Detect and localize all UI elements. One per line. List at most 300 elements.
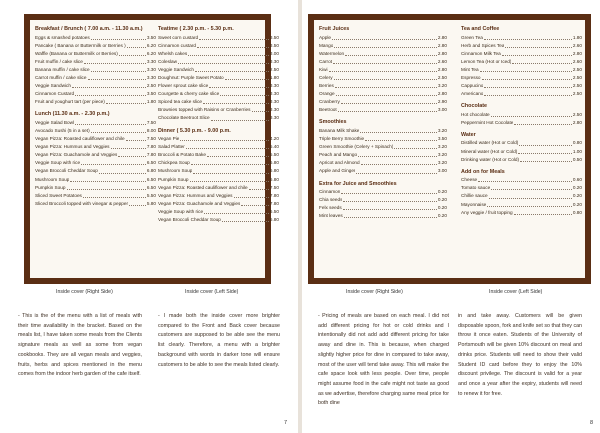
dotted-leader (111, 148, 146, 149)
dotted-leader (129, 205, 146, 206)
menu-item (461, 119, 582, 127)
menu-item-name: Carrot (319, 58, 333, 64)
menu-item (319, 42, 447, 50)
menu-item-name: Sweet corn custard (158, 34, 199, 40)
menu-section-heading: Add on for Meals (461, 168, 505, 175)
dotted-leader (341, 103, 437, 104)
caption-inside-cover-right: Inside cover (Right Side) (56, 289, 113, 295)
menu-item-name: Vegan Pizza: Roasted cauliflower and chile (35, 136, 125, 142)
menu-item-name: Felx seeds (319, 205, 342, 211)
dotted-leader (334, 47, 437, 48)
pricing-paragraph: in and take away. Customers will be given disposable spoon, fork and knife set so that they can throw it once eaten. Students of the University of Portsmouth will be given 10% discount on meal and drinks price. Students will need to show their valid Student ID card before they to enjoy the 10% discount privilege. The discount is valid for a year and once a year after the expiry, students will need to renew it for free. (458, 313, 582, 397)
menu-item-name: Vegan Pizza: Roasted cauliflower and chile (158, 184, 248, 190)
dotted-leader (190, 181, 269, 182)
menu-item (158, 50, 279, 58)
menu-item-name: Mushroom Soup (158, 168, 193, 174)
dotted-leader (341, 193, 437, 194)
menu-item-price: 7.50 (269, 184, 279, 190)
dotted-leader (241, 205, 269, 206)
dotted-leader (193, 173, 268, 174)
menu-section-heading: Chocolate (461, 103, 488, 110)
menu-item-price: 5.40 (269, 144, 279, 150)
menu-item-price: 3.20 (437, 83, 447, 89)
menu-item-name: Eggs & smashed potatoes (35, 34, 90, 40)
menu-item-name: Peach and Mango (319, 152, 358, 158)
menu-item-name: Mayonnaise (461, 201, 487, 207)
menu-item-name: Kiwi (319, 66, 328, 72)
menu-item-price: 3.30 (269, 115, 279, 121)
menu-item-name: Veggie Salad Bowl (35, 119, 75, 125)
dotted-leader (119, 55, 146, 56)
menu-item-name: Distilled water (Hot or Cold) (461, 140, 519, 146)
menu-item-price: 7.80 (269, 192, 279, 198)
description-paragraph: - This is the of the menu with a list of meals with their time availability in the bracket. Based on the meals list, I have taken some meals from the Clients signature meals as well as some from vegan cookbooks. They are all vegan meals and veggies, fruits, herbs and spices mentioned in the menu comes from the indoor herb garden of the cafe itself. (18, 313, 142, 378)
dotted-leader (225, 79, 269, 80)
menu-item-price: 3.30 (146, 66, 156, 72)
left-page (0, 0, 296, 433)
dotted-leader (83, 197, 146, 198)
menu-item-price: 3.50 (269, 42, 279, 48)
dotted-leader (480, 71, 572, 72)
menu-item-price: 4.20 (269, 136, 279, 142)
menu-section-heading: Smoothies (319, 119, 347, 126)
menu-item-name: Vegan Pizza: Guachamole and Veggies (35, 152, 118, 158)
menu-item-price: 2.90 (437, 99, 447, 105)
menu-item (319, 106, 447, 114)
menu-item-name: Espresso (461, 74, 481, 80)
menu-item-name: Tomato sauce (461, 185, 491, 191)
dotted-leader (99, 173, 146, 174)
menu-item-name: Carrot muffin / cake slice (35, 74, 87, 80)
menu-item-price: 2.50 (572, 66, 582, 72)
menu-section-heading: Tea and Coffee (461, 26, 500, 32)
dotted-leader (394, 148, 436, 149)
menu-item (158, 66, 279, 74)
menu-item (461, 90, 582, 98)
dotted-leader (484, 95, 571, 96)
menu-item-name: Avocado Sushi (5 in a set) (35, 127, 90, 133)
menu-section-heading: Dinner ( 5.30 p.m. - 9.00 p.m. (158, 127, 231, 134)
menu-item (319, 66, 447, 74)
menu-item-name: Watermelon (319, 50, 345, 56)
menu-item (158, 98, 279, 106)
menu-item (461, 50, 582, 58)
menu-item-name: Cinnamon custard (158, 42, 197, 48)
dotted-leader (91, 71, 146, 72)
dotted-leader (186, 148, 269, 149)
dotted-leader (222, 221, 269, 222)
menu-item-price: 2.80 (572, 119, 582, 125)
menu-item (461, 209, 582, 217)
menu-item (461, 74, 582, 82)
menu-item (461, 184, 582, 192)
menu-item-price: 6.80 (269, 216, 279, 222)
menu-item-price: 3.30 (269, 91, 279, 97)
menu-item-name: Mango (319, 42, 334, 48)
menu-item (158, 135, 279, 143)
dotted-leader (502, 55, 572, 56)
menu-item (35, 127, 156, 135)
menu-item-price: 3.30 (269, 83, 279, 89)
menu-item (35, 119, 156, 127)
menu-item-price: 2.80 (437, 34, 447, 40)
caption-inside-cover-left: Inside cover (Left Side) (185, 289, 239, 295)
menu-item-name: Vegan Pizza: Hummus and Veggies (158, 192, 233, 198)
menu-item-name: Apple (319, 34, 331, 40)
menu-item-name: Veggie Sandwich (158, 66, 194, 72)
dotted-leader (234, 197, 269, 198)
dotted-leader (203, 103, 269, 104)
menu-item-price: 2.50 (572, 74, 582, 80)
menu-item (35, 184, 156, 192)
menu-item (35, 176, 156, 184)
menu-item (35, 135, 156, 143)
menu-item-price: 2.80 (437, 66, 447, 72)
dotted-leader (91, 39, 146, 40)
menu-item (319, 151, 447, 159)
dotted-leader (491, 116, 572, 117)
menu-item (35, 151, 156, 159)
menu-item-name: Apricot and Almond (319, 160, 360, 166)
menu-item-price: 1.80 (572, 34, 582, 40)
menu-item-price: 3.20 (437, 144, 447, 150)
menu-item-price: 2.50 (572, 111, 582, 117)
dotted-leader (338, 111, 437, 112)
menu-item (35, 200, 156, 208)
menu-item-name: Drinking water (Hot or Cold) (461, 156, 520, 162)
menu-item-name: Herb and Spices Tea (461, 42, 505, 48)
menu-item-name: Doughnut: Purple Sweet Potato (158, 74, 224, 80)
right-page (304, 0, 600, 433)
menu-item-name: Cinnamon (319, 189, 341, 194)
page-number: 7 (284, 420, 288, 426)
menu-item-price: 1.80 (146, 99, 156, 105)
menu-item (35, 167, 156, 175)
menu-item (319, 74, 447, 82)
dotted-leader (333, 63, 437, 64)
menu-item (319, 50, 447, 58)
description-paragraph: - I made both the inside cover more brighter compared to the Front and Back cover because customers are supposed to be able see the menu list clearly. Therefore, a menu with a brighter background with words in darker tone will ensure customers to be able to see the meals listed clearly. (158, 313, 280, 368)
dotted-leader (344, 217, 437, 218)
menu-item-price: 0.80 (572, 209, 582, 215)
menu-item-name: Salad Platter (158, 144, 185, 150)
menu-item-price: 0.20 (572, 185, 582, 191)
menu-item (461, 192, 582, 200)
menu-item-name: Triple Berry Smoothie (319, 136, 365, 142)
dotted-leader (70, 181, 145, 182)
menu-item-price: 3.00 (269, 50, 279, 56)
dotted-leader (84, 63, 146, 64)
menu-item-name: Cinnamon Milk Tea (461, 50, 501, 56)
menu-item (319, 159, 447, 167)
menu-item-price: 3.50 (269, 34, 279, 40)
dotted-leader (329, 71, 437, 72)
menu-item (35, 66, 156, 74)
dotted-leader (518, 153, 572, 154)
menu-item-name: Hot chocolate (461, 111, 490, 117)
page-number: 8 (590, 420, 594, 426)
menu-item (158, 114, 279, 122)
dotted-leader (356, 173, 436, 174)
menu-item-price: 6.50 (146, 160, 156, 166)
menu-item (35, 143, 156, 151)
menu-item-name: Fruit muffin / cake slice (35, 58, 83, 64)
menu-section-heading: Fruit Juices (319, 26, 350, 32)
menu-item-price: 3.20 (437, 127, 447, 133)
menu-item-price: 6.20 (146, 50, 156, 56)
menu-item (35, 98, 156, 106)
menu-item-name: Orange (319, 91, 335, 97)
menu-item-name: Any veggie / fruit topping (461, 209, 513, 215)
caption-inside-cover-left: Inside cover (Left Side) (489, 289, 543, 295)
menu-item-name: Chickpea Soup (158, 160, 190, 166)
menu-item-name: Whelsh cakes (158, 50, 188, 56)
menu-item-name: Coleslaw (158, 58, 178, 64)
menu-item-name: Chocolate Beetroot Slice (158, 115, 210, 121)
dotted-leader (505, 47, 571, 48)
menu-item (158, 74, 279, 82)
menu-item-name: Apple and Ginger (319, 168, 356, 174)
menu-item-price: 2.50 (146, 83, 156, 89)
dotted-leader (72, 87, 146, 88)
menu-item-price: 2.80 (437, 91, 447, 97)
menu-item-price: 2.50 (269, 66, 279, 72)
dotted-leader (75, 124, 146, 125)
menu-item (461, 82, 582, 90)
menu-item-price: 0.20 (572, 201, 582, 207)
menu-item-price: 2.60 (437, 58, 447, 64)
menu-item (319, 90, 447, 98)
menu-item-price: 1.80 (269, 74, 279, 80)
menu-item-price: 6.80 (269, 168, 279, 174)
menu-item (319, 188, 447, 196)
dotted-leader (482, 79, 572, 80)
menu-item-price: 3.50 (146, 34, 156, 40)
menu-item-price: 1.00 (572, 148, 582, 154)
menu-item-price: 7.50 (146, 119, 156, 125)
menu-item (35, 58, 156, 66)
menu-item-name: Mineral water (Hot or Cold) (461, 148, 518, 154)
menu-item-name: Beetroot (319, 107, 337, 113)
dotted-leader (484, 39, 572, 40)
dotted-leader (88, 79, 146, 80)
menu-item-price: 0.80 (572, 140, 582, 146)
page-divider (298, 0, 302, 433)
menu-item-price: 7.80 (269, 200, 279, 206)
dotted-leader (514, 124, 572, 125)
menu-item (158, 82, 279, 90)
dotted-leader (360, 132, 436, 133)
menu-item-name: Brownies topped with Raisins or Cranberries (158, 107, 251, 113)
menu-item-price: 5.80 (146, 200, 156, 206)
menu-item (461, 111, 582, 119)
menu-item-name: Pumpkin Soup (35, 184, 66, 190)
menu-item (35, 192, 156, 200)
menu-item (158, 176, 279, 184)
menu-item (461, 66, 582, 74)
menu-item-price: 3.00 (437, 107, 447, 113)
menu-item (319, 34, 447, 42)
dotted-leader (188, 55, 269, 56)
menu-panel-left (24, 14, 279, 284)
dotted-leader (519, 145, 572, 146)
menu-item (158, 58, 279, 66)
menu-item-name: Cappucino (461, 83, 484, 89)
menu-item-name: Sliced Broccoli topped with vinegar & pepper (35, 200, 129, 206)
menu-item (35, 90, 156, 98)
menu-item (319, 212, 447, 220)
dotted-leader (195, 71, 269, 72)
menu-item (158, 216, 279, 224)
menu-item (158, 192, 279, 200)
menu-column-tea-coffee (461, 24, 582, 217)
dotted-leader (126, 140, 146, 141)
menu-item (319, 135, 447, 143)
menu-item-price: 2.50 (572, 91, 582, 97)
menu-item (158, 159, 279, 167)
dotted-leader (197, 47, 269, 48)
menu-item-price: 6.20 (146, 42, 156, 48)
menu-item-price: 3.00 (437, 168, 447, 174)
menu-item (461, 156, 582, 164)
menu-item-name: Cheese (461, 177, 478, 183)
menu-item-price: 8.00 (146, 127, 156, 133)
menu-item-price: 3.30 (146, 58, 156, 64)
menu-item-price: 6.50 (146, 184, 156, 190)
menu-item-name: Vegan Pie (158, 136, 180, 142)
menu-item-price: 0.50 (572, 156, 582, 162)
menu-item-name: Fruit and youghurt tart (per piece) (35, 99, 105, 105)
menu-item-price: 6.80 (146, 168, 156, 174)
menu-item (158, 167, 279, 175)
dotted-leader (191, 164, 269, 165)
menu-item-name: Chia seeds (319, 197, 343, 203)
menu-item-name: Veggie Sandwich (35, 83, 71, 89)
dotted-leader (211, 120, 269, 121)
dotted-leader (91, 132, 146, 133)
dotted-leader (204, 213, 269, 214)
menu-item (461, 42, 582, 50)
menu-section-heading: Lunch (11.30 a.m. - 2.30 p.m.) (35, 111, 110, 118)
menu-item-price: 6.80 (269, 176, 279, 182)
menu-section-heading: Breakfast / Brunch ( 7.00 a.m. - 11.30 a.m.) (35, 26, 143, 32)
menu-item-price: 0.20 (437, 205, 447, 211)
menu-column-juices-smoothies (319, 24, 447, 220)
menu-item (461, 176, 582, 184)
dotted-leader (478, 181, 572, 182)
menu-item-name: Pancake ( Banana or Buttermilk or Berries ) (35, 42, 126, 48)
menu-item (319, 127, 447, 135)
menu-item-name: Broccoli & Potato Bake (158, 152, 206, 158)
menu-item-name: Veggie Soup with rice (35, 160, 81, 166)
dotted-leader (209, 87, 269, 88)
menu-item-name: Vegan Pizza: Hummus and Veggies (35, 144, 110, 150)
menu-item-name: Pumpkin Soup (158, 176, 189, 182)
menu-item (319, 82, 447, 90)
menu-column-breakfast-lunch (35, 24, 156, 208)
dotted-leader (343, 209, 437, 210)
menu-item-name: Courgette & cherry cake slice (158, 91, 220, 97)
dotted-leader (75, 95, 146, 96)
menu-item (158, 200, 279, 208)
menu-item-name: Mushroom Soup (35, 176, 70, 182)
menu-item-name: Sliced Sweet Potatoes (35, 192, 82, 198)
dotted-leader (199, 39, 269, 40)
menu-item-price: 3.30 (146, 74, 156, 80)
menu-item (158, 151, 279, 159)
menu-item (35, 42, 156, 50)
menu-item (35, 159, 156, 167)
menu-item-price: 0.20 (437, 197, 447, 203)
menu-item-price: 3.30 (269, 107, 279, 113)
menu-item-price: 3.20 (437, 152, 447, 158)
pricing-paragraph: - Pricing of meals are based on each meal. I did not add different pricing for hot or cold drinks and I intentionally did not add add different pricing for take away and dine in. This is because, when charged slightly higher price for dine in compared to take away, most of the user will tend take away. This will make the cafe space look with less people. Over time, people might assume food in the cafe might not taste as good as we advertise, therefore charging same meal price for both dine (318, 313, 449, 407)
dotted-leader (336, 95, 437, 96)
dotted-leader (207, 156, 269, 157)
menu-item-name: Green Smoothie (Celery + Spinach) (319, 144, 394, 150)
dotted-leader (252, 111, 269, 112)
menu-item-price: 2.60 (572, 42, 582, 48)
dotted-leader (361, 164, 437, 165)
menu-section-heading: Extra for Juice and Smoothies (319, 180, 397, 187)
dotted-leader (178, 63, 269, 64)
menu-item (158, 42, 279, 50)
menu-section-heading: Water (461, 131, 476, 138)
menu-item (319, 196, 447, 204)
menu-item-price: 3.50 (437, 136, 447, 142)
menu-item-name: Cinnamon Custard (35, 91, 75, 97)
menu-item-name: Berries (319, 83, 334, 89)
menu-item-name: Waffle (Banana or Buttermilk or Berries) (35, 50, 118, 56)
menu-item (461, 201, 582, 209)
caption-inside-cover-right: Inside cover (Right Side) (346, 289, 403, 295)
dotted-leader (487, 206, 572, 207)
menu-item-name: Vegan Broccoli Cheddar Soup (158, 216, 221, 222)
dotted-leader (520, 161, 572, 162)
menu-item (461, 34, 582, 42)
dotted-leader (489, 198, 572, 199)
menu-item-price: 5.50 (146, 192, 156, 198)
menu-item-name: Lemon Tea (Hot or Iced) (461, 58, 512, 64)
menu-item-name: Vegan Pizza: Guachamole and Veggies (158, 200, 241, 206)
menu-item-price: 2.80 (437, 50, 447, 56)
dotted-leader (335, 87, 437, 88)
menu-item-price: 0.20 (437, 189, 447, 194)
menu-item-price: 0.60 (572, 177, 582, 183)
menu-item-name: Banana muffin / cake slice (35, 66, 90, 72)
menu-item-name: Americano (461, 91, 484, 97)
menu-item-price: 2.50 (572, 83, 582, 89)
menu-item-name: Mint Tea (461, 66, 479, 72)
menu-item (461, 139, 582, 147)
menu-item-name: Flower sprout cake slice (158, 83, 209, 89)
menu-item (158, 34, 279, 42)
menu-item-name: Celery (319, 74, 333, 80)
menu-item-price: 2.60 (572, 58, 582, 64)
menu-item (35, 34, 156, 42)
dotted-leader (365, 140, 437, 141)
menu-item (158, 184, 279, 192)
menu-column-teatime-dinner (158, 24, 279, 224)
menu-item (461, 148, 582, 156)
menu-item-price: 0.20 (572, 193, 582, 199)
menu-item-price: 7.80 (146, 144, 156, 150)
menu-item-name: Vegan Broccoli Cheddar Soup (35, 168, 98, 174)
dotted-leader (491, 189, 572, 190)
menu-item-price: 7.80 (146, 152, 156, 158)
dotted-leader (106, 103, 146, 104)
dotted-leader (484, 87, 571, 88)
